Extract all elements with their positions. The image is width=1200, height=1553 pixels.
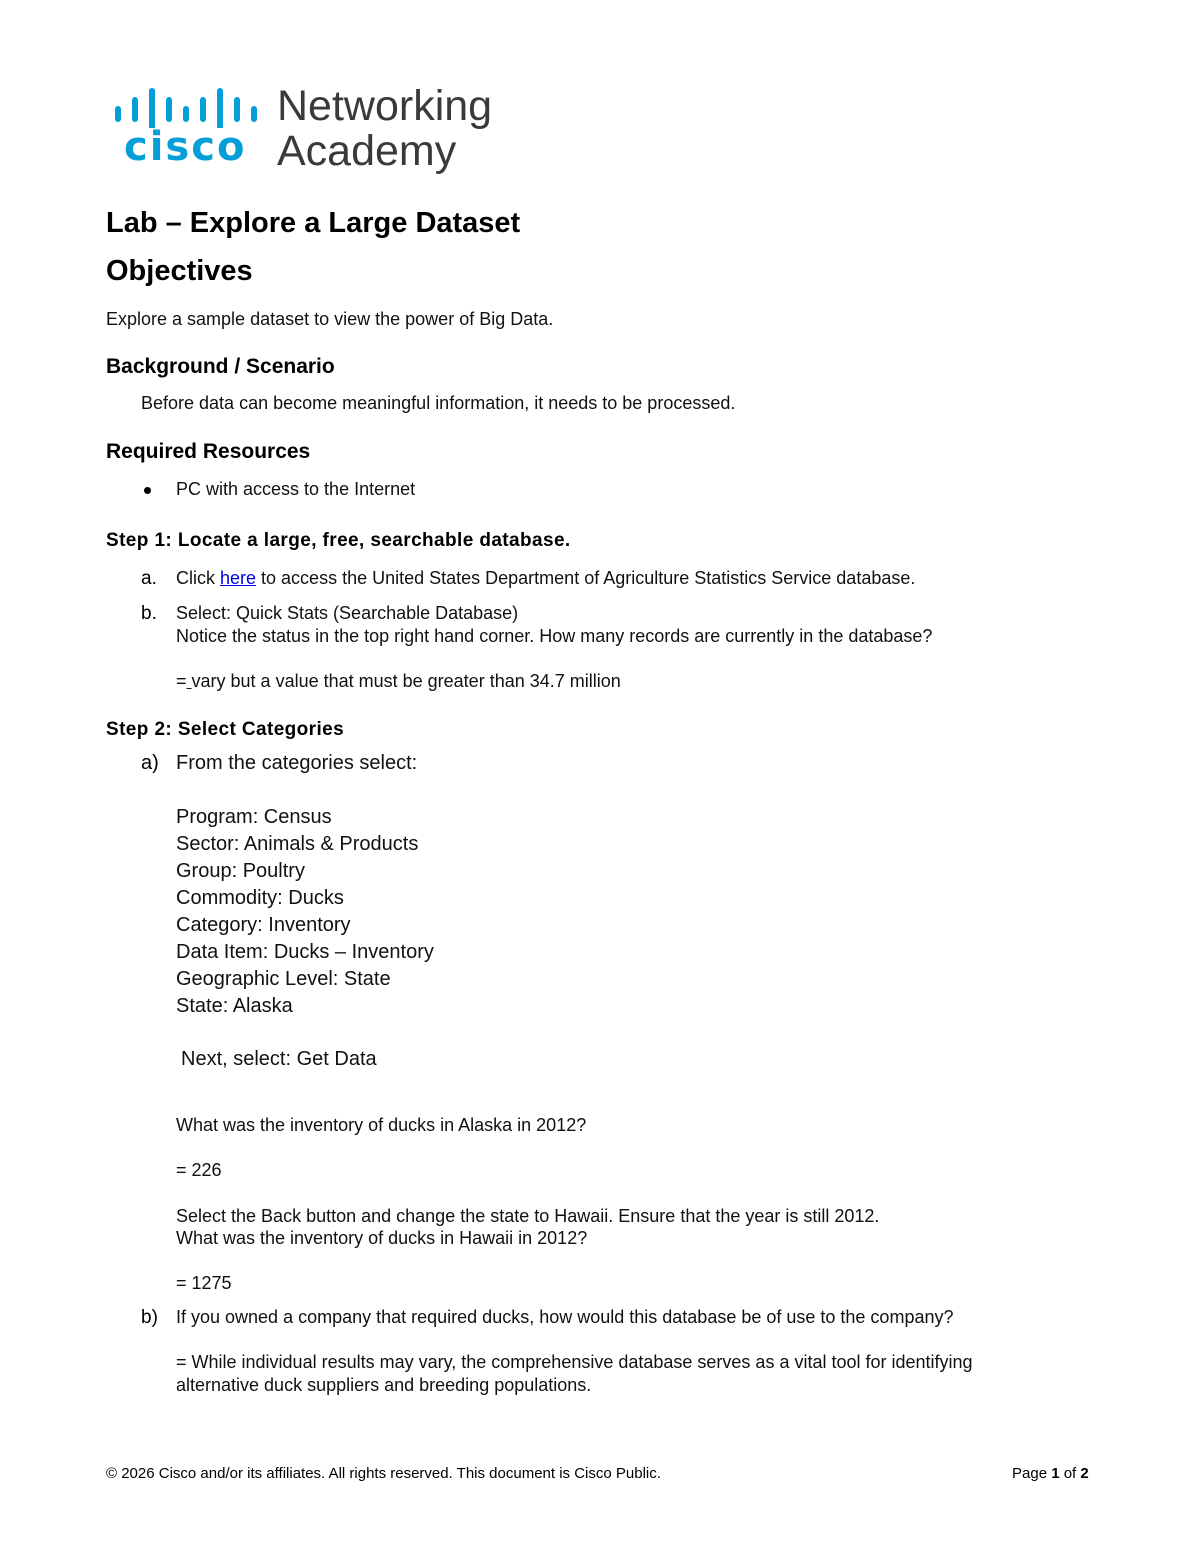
cisco-bars-icon bbox=[110, 88, 270, 128]
step1-a-marker: a. bbox=[141, 568, 157, 589]
step1-b-line1: Select: Quick Stats (Searchable Database) bbox=[176, 603, 519, 623]
category-item: Program: Census bbox=[176, 806, 332, 828]
category-item: Geographic Level: State bbox=[176, 968, 391, 990]
step2-a-marker: a) bbox=[141, 752, 159, 774]
step2-a-intro: From the categories select: bbox=[176, 752, 418, 774]
category-item: State: Alaska bbox=[176, 995, 293, 1017]
step2-heading: Step 2: Select Categories bbox=[106, 719, 345, 740]
step1-a-text bbox=[176, 568, 915, 589]
question-alaska: What was the inventory of ducks in Alaska in 2012? bbox=[176, 1115, 587, 1135]
page-label: Page bbox=[1012, 1465, 1052, 1482]
cisco-wordmark: cisco bbox=[124, 124, 247, 170]
step1-a-before: Click bbox=[176, 568, 220, 588]
cisco-networking-academy-logo bbox=[110, 82, 510, 178]
page-title: Lab – Explore a Large Dataset bbox=[106, 207, 521, 239]
step1-heading: Step 1: Locate a large, free, searchable database. bbox=[106, 530, 571, 551]
page-of: of bbox=[1059, 1465, 1081, 1482]
hawaii-instruction: Select the Back button and change the state to Hawaii. Ensure that the year is still 2012. bbox=[176, 1206, 880, 1226]
step1-b-answer bbox=[176, 671, 621, 692]
next-select-text: Next, select: Get Data bbox=[181, 1048, 377, 1070]
category-item: Commodity: Ducks bbox=[176, 887, 344, 909]
category-item: Group: Poultry bbox=[176, 860, 305, 882]
bullet-icon bbox=[144, 487, 151, 494]
step1-b-marker: b. bbox=[141, 603, 157, 624]
background-heading: Background / Scenario bbox=[106, 355, 335, 378]
background-text: Before data can become meaningful information, it needs to be processed. bbox=[141, 393, 736, 413]
step2-b-answer-line1: = While individual results may vary, the comprehensive database serves as a vital tool for identifying bbox=[176, 1352, 973, 1372]
category-item: Category: Inventory bbox=[176, 914, 351, 936]
step2-b-answer-line2: alternative duck suppliers and breeding populations. bbox=[176, 1375, 592, 1395]
step2-b-question: If you owned a company that required ducks, how would this database be of use to the company? bbox=[176, 1307, 954, 1327]
category-item: Sector: Animals & Products bbox=[176, 833, 419, 855]
step1-answer-text: vary but a value that must be greater than 34.7 million bbox=[191, 671, 621, 691]
question-hawaii: What was the inventory of ducks in Hawaii in 2012? bbox=[176, 1228, 588, 1248]
objectives-heading: Objectives bbox=[106, 255, 253, 287]
answer-alaska: = 226 bbox=[176, 1160, 222, 1180]
step1-b-line2: Notice the status in the top right hand corner. How many records are currently in the database? bbox=[176, 626, 933, 646]
usda-database-link[interactable]: here bbox=[220, 568, 257, 588]
resource-item: PC with access to the Internet bbox=[176, 479, 416, 499]
page-current: 1 bbox=[1051, 1465, 1060, 1482]
footer-copyright: © 2026 Cisco and/or its affiliates. All rights reserved. This document is Cisco Public. bbox=[106, 1465, 661, 1482]
category-item: Data Item: Ducks – Inventory bbox=[176, 941, 434, 963]
footer-page-number bbox=[1012, 1465, 1089, 1482]
objectives-text: Explore a sample dataset to view the power of Big Data. bbox=[106, 309, 554, 329]
logo-networking: Networking bbox=[277, 82, 493, 130]
resources-heading: Required Resources bbox=[106, 440, 311, 463]
step1-a-after: to access the United States Department of Agriculture Statistics Service database. bbox=[256, 568, 916, 588]
step2-b-marker: b) bbox=[141, 1307, 158, 1328]
answer-hawaii: = 1275 bbox=[176, 1273, 232, 1293]
answer-prefix: = bbox=[176, 671, 187, 691]
logo-academy: Academy bbox=[277, 127, 457, 175]
page-total: 2 bbox=[1080, 1465, 1089, 1482]
